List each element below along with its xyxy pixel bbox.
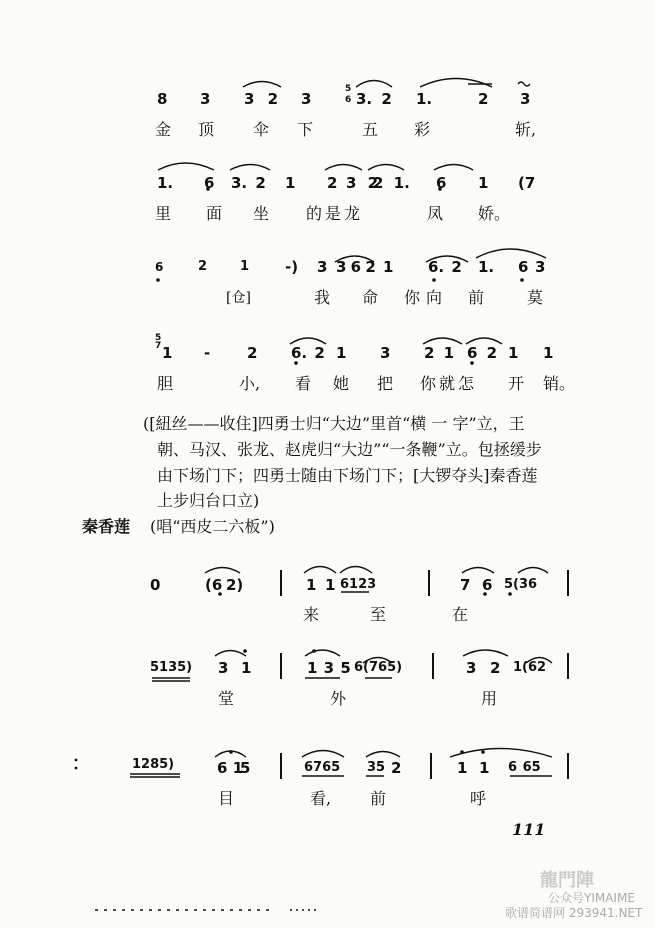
note: 2 <box>490 659 501 677</box>
note: 2 <box>478 90 489 108</box>
note: 6765 <box>304 760 341 775</box>
lyric: 彩 <box>414 120 431 139</box>
grace-note: 5 <box>155 333 162 343</box>
note: 1. <box>416 90 433 108</box>
lyric: 至 <box>370 605 387 624</box>
lyric: 把 <box>377 374 394 393</box>
note: 6 <box>204 174 215 192</box>
slur <box>463 650 508 656</box>
lyric: 呼 <box>470 789 487 808</box>
note: 1 3 5 <box>307 659 351 677</box>
note: 6 <box>518 258 529 276</box>
note: 1 <box>306 576 317 594</box>
watermark-line: 歌谱简谱网 293941.NET <box>505 906 643 920</box>
barline <box>428 570 430 596</box>
slur <box>302 751 344 758</box>
barline <box>567 653 569 679</box>
note: 6 2 <box>467 344 498 362</box>
lyric: 外 <box>330 689 347 708</box>
lyric: 伞 <box>253 120 270 139</box>
lyric: 斩, <box>515 120 537 139</box>
slur <box>340 567 372 574</box>
note: 2) <box>226 576 244 594</box>
note: 7 <box>460 576 471 594</box>
note: 1 <box>543 344 554 362</box>
lyric: 顶 <box>198 120 215 139</box>
slur <box>434 165 473 171</box>
stage-direction-line: 朝、马汉、张龙、赵虎归“大边”“一条鞭”立。包拯缓步 <box>157 440 542 459</box>
note: 6 <box>436 174 447 192</box>
barline <box>567 753 569 779</box>
note: 3 <box>380 344 391 362</box>
slur <box>243 82 281 88</box>
barline <box>280 653 282 679</box>
note: 1 <box>478 174 489 192</box>
note: (7 <box>518 174 536 192</box>
singer-name: 秦香莲 <box>82 517 131 536</box>
note: 3 <box>466 659 477 677</box>
barline <box>432 653 434 679</box>
note: 1 <box>508 344 519 362</box>
note: 1285) <box>132 757 175 772</box>
lyric: 开 <box>508 374 525 393</box>
lyric: 你向 <box>404 288 449 307</box>
lyric: 在 <box>452 605 469 624</box>
slur <box>305 650 340 656</box>
note: 1 <box>336 344 347 362</box>
lyric: 金 <box>155 120 172 139</box>
note: 5135) <box>150 660 193 675</box>
note: 3 <box>301 90 312 108</box>
grace-note: 7 <box>155 341 162 351</box>
stage-direction-line: 上步归台口立) <box>157 491 260 510</box>
note: 6 <box>155 260 164 274</box>
note: 3 6 2 <box>336 258 376 276</box>
note: 8 <box>157 90 168 108</box>
page-number: 111 <box>512 820 546 839</box>
slur <box>368 165 404 171</box>
note: 3 <box>520 90 531 108</box>
note: 3 <box>535 258 546 276</box>
note: 6. 2 <box>428 258 462 276</box>
lyric: 的是龙 <box>306 204 364 223</box>
note: 0 <box>150 576 161 594</box>
slur <box>366 752 400 758</box>
lyric: 前 <box>468 288 485 307</box>
singing-instruction: (唱“西皮二六板”) <box>150 517 275 536</box>
note: 5 <box>240 759 251 777</box>
note: 3. 2 <box>356 90 392 108</box>
note: -) <box>285 258 299 276</box>
note: 1 <box>383 258 394 276</box>
note: 6 1 <box>217 759 244 777</box>
note: 2 <box>198 259 208 274</box>
slur <box>476 249 546 258</box>
lyric: 我 <box>314 288 331 307</box>
lyric: 胆 <box>157 374 174 393</box>
lyric: 下 <box>297 120 314 139</box>
note: 35 <box>367 760 386 775</box>
note: 6123 <box>340 577 377 592</box>
note: 1 <box>241 659 252 677</box>
lyric-percussion: [仓] <box>226 290 251 306</box>
note: (6 <box>205 576 223 594</box>
lyric: 目 <box>218 789 235 808</box>
lyric: 小, <box>239 374 261 393</box>
note: 3 2 <box>346 174 379 192</box>
lyric: 你就怎 <box>420 374 478 393</box>
note: 1. <box>478 258 495 276</box>
note: 6 65 <box>508 760 541 775</box>
note: 3. 2 <box>231 174 266 192</box>
slur <box>230 165 270 171</box>
lyric: 娇。 <box>478 204 511 223</box>
slur <box>356 81 392 88</box>
barline <box>430 753 432 779</box>
note: 1 <box>162 344 173 362</box>
note: 1 <box>285 174 296 192</box>
lyric: 凤 <box>427 204 444 223</box>
stage-direction-line: ([紐丝——收住]四勇士归“大边”里首“横 一 字”立，王 <box>143 414 525 433</box>
note: 5(36 <box>504 577 538 592</box>
slur <box>205 568 240 574</box>
note: 1 <box>479 759 490 777</box>
grace-note: 6 <box>345 95 352 105</box>
lyric: 看 <box>295 374 312 393</box>
lyric: 莫 <box>527 288 544 307</box>
note: 2 <box>391 759 402 777</box>
note: 3 <box>200 90 211 108</box>
lyric: 面 <box>206 204 223 223</box>
lyric: 她 <box>333 374 350 393</box>
note: 1(62 <box>513 660 547 675</box>
lyric: 前 <box>370 789 387 808</box>
slur <box>325 165 362 171</box>
wave <box>518 82 530 86</box>
lyric: 五 <box>362 120 379 139</box>
note: 3 <box>218 659 229 677</box>
note: 2 <box>247 344 258 362</box>
slur <box>304 567 336 574</box>
lyric: 命 <box>362 288 379 307</box>
note: - <box>204 344 211 362</box>
note: 2 <box>327 174 338 192</box>
slur <box>158 163 214 170</box>
slur <box>215 651 246 657</box>
grace-note: 5 <box>345 84 352 94</box>
lyric: 看, <box>310 789 332 808</box>
watermark-logo: 龍門陣 <box>540 870 594 891</box>
barline <box>567 570 569 596</box>
barline <box>280 753 282 779</box>
slur <box>518 568 548 574</box>
note: 1 <box>457 759 468 777</box>
note: 1 <box>240 259 250 274</box>
note: 1 <box>325 576 336 594</box>
note: 6 <box>482 576 493 594</box>
lyric: 里 <box>155 204 172 223</box>
note: 3 2 <box>244 90 279 108</box>
note: 3 <box>317 258 328 276</box>
lyric: 用 <box>481 689 498 708</box>
lyric: 销。 <box>543 374 576 393</box>
note: 2 1 <box>424 344 455 362</box>
lyric: 堂 <box>218 689 235 708</box>
slur <box>462 568 494 574</box>
note: 2 1. <box>373 174 410 192</box>
watermark-line: 公众号YIMAIME <box>548 891 635 905</box>
barline <box>280 570 282 596</box>
note: 6(765) <box>354 660 403 675</box>
stage-direction-line: 由下场门下；四勇士随由下场门下；[大锣夺头]秦香莲 <box>157 466 538 485</box>
note: 1. <box>157 174 174 192</box>
lyric: 来 <box>303 605 320 624</box>
slur <box>420 79 492 88</box>
lyric: 坐 <box>253 204 270 223</box>
slur <box>450 749 552 758</box>
note: 6. 2 <box>291 344 325 362</box>
